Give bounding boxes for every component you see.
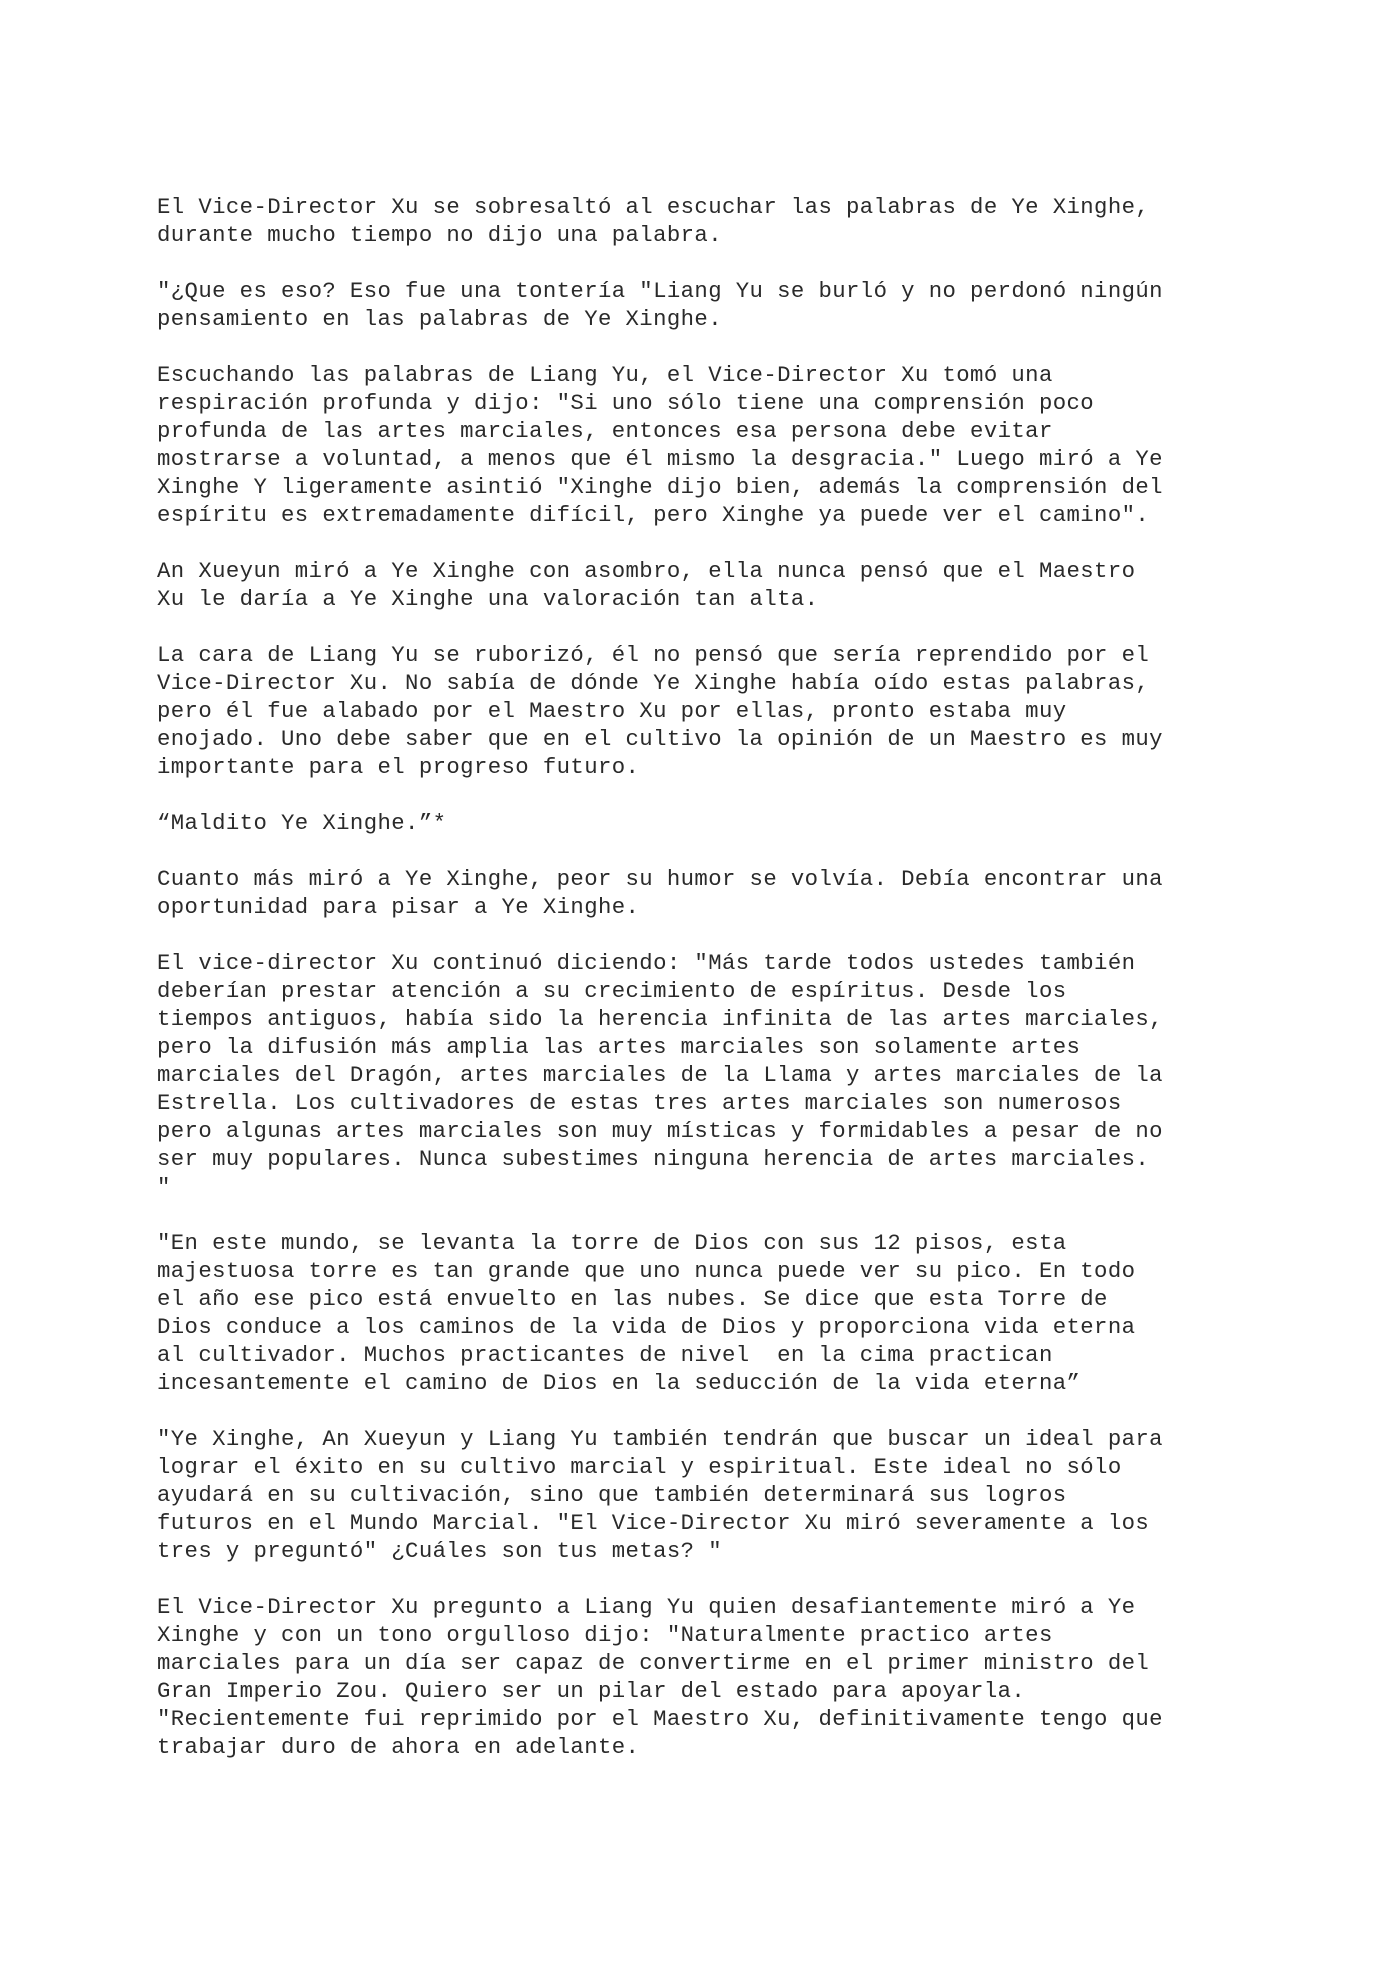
- text-line: La cara de Liang Yu se ruborizó, él no pensó que sería reprendido por el: [157, 642, 1150, 668]
- text-line: marciales para un día ser capaz de convertirme en el primer ministro del: [157, 1650, 1150, 1676]
- text-line: pero la difusión más amplia las artes marciales son solamente artes: [157, 1034, 1081, 1060]
- text-line: El Vice-Director Xu pregunto a Liang Yu quien desafiantemente miró a Ye: [157, 1594, 1136, 1620]
- text-line: pensamiento en las palabras de Ye Xinghe.: [157, 306, 722, 332]
- text-line: "Ye Xinghe, An Xueyun y Liang Yu también tendrán que buscar un ideal para: [157, 1426, 1163, 1452]
- text-line: "En este mundo, se levanta la torre de Dios con sus 12 pisos, esta: [157, 1230, 1067, 1256]
- text-line: Cuanto más miró a Ye Xinghe, peor su humor se volvía. Debía encontrar una: [157, 866, 1163, 892]
- text-line: marciales del Dragón, artes marciales de la Llama y artes marciales de la: [157, 1062, 1163, 1088]
- paragraph: [157, 277, 1247, 333]
- text-line: incesantemente el camino de Dios en la seducción de la vida eterna”: [157, 1370, 1081, 1396]
- text-line: Gran Imperio Zou. Quiero ser un pilar del estado para apoyarla.: [157, 1678, 1026, 1704]
- text-line: enojado. Uno debe saber que en el cultivo la opinión de un Maestro es muy: [157, 726, 1163, 752]
- text-line: majestuosa torre es tan grande que uno nunca puede ver su pico. En todo: [157, 1258, 1136, 1284]
- text-line: oportunidad para pisar a Ye Xinghe.: [157, 894, 640, 920]
- paragraph: [157, 949, 1247, 1201]
- text-line: trabajar duro de ahora en adelante.: [157, 1734, 640, 1760]
- text-line: pero algunas artes marciales son muy místicas y formidables a pesar de no: [157, 1118, 1163, 1144]
- text-line: Vice-Director Xu. No sabía de dónde Ye Xinghe había oído estas palabras,: [157, 670, 1150, 696]
- text-line: respiración profunda y dijo: "Si uno sólo tiene una comprensión poco: [157, 390, 1095, 416]
- text-line: "¿Que es eso? Eso fue una tontería "Liang Yu se burló y no perdonó ningún: [157, 278, 1163, 304]
- text-line: deberían prestar atención a su crecimiento de espíritus. Desde los: [157, 978, 1067, 1004]
- text-line: El vice-director Xu continuó diciendo: "Más tarde todos ustedes también: [157, 950, 1136, 976]
- text-line: Dios conduce a los caminos de la vida de Dios y proporciona vida eterna: [157, 1314, 1136, 1340]
- paragraph: [157, 1425, 1247, 1565]
- text-line: el año ese pico está envuelto en las nubes. Se dice que esta Torre de: [157, 1286, 1108, 1312]
- text-line: ser muy populares. Nunca subestimes ninguna herencia de artes marciales.: [157, 1146, 1150, 1172]
- text-line: An Xueyun miró a Ye Xinghe con asombro, ella nunca pensó que el Maestro: [157, 558, 1136, 584]
- paragraph: [157, 809, 1247, 837]
- text-line: futuros en el Mundo Marcial. "El Vice-Director Xu miró severamente a los: [157, 1510, 1150, 1536]
- paragraph: [157, 557, 1247, 613]
- text-line: al cultivador. Muchos practicantes de nivel en la cima practican: [157, 1342, 1053, 1368]
- text-line: El Vice-Director Xu se sobresaltó al escuchar las palabras de Ye Xinghe,: [157, 194, 1150, 220]
- text-line: ayudará en su cultivación, sino que también determinará sus logros: [157, 1482, 1067, 1508]
- paragraph: [157, 865, 1247, 921]
- text-line: Xu le daría a Ye Xinghe una valoración tan alta.: [157, 586, 819, 612]
- text-line: Xinghe Y ligeramente asintió "Xinghe dijo bien, además la comprensión del: [157, 474, 1163, 500]
- paragraph: [157, 1593, 1247, 1761]
- paragraph: [157, 641, 1247, 781]
- paragraph: [157, 1229, 1247, 1397]
- text-line: Escuchando las palabras de Liang Yu, el Vice-Director Xu tomó una: [157, 362, 1053, 388]
- text-line: "Recientemente fui reprimido por el Maestro Xu, definitivamente tengo que: [157, 1706, 1163, 1732]
- text-line: lograr el éxito en su cultivo marcial y espiritual. Este ideal no sólo: [157, 1454, 1122, 1480]
- text-line: Xinghe y con un tono orgulloso dijo: "Naturalmente practico artes: [157, 1622, 1053, 1648]
- text-line: importante para el progreso futuro.: [157, 754, 640, 780]
- text-line: tres y preguntó" ¿Cuáles son tus metas? ": [157, 1538, 722, 1564]
- text-line: Estrella. Los cultivadores de estas tres artes marciales son numerosos: [157, 1090, 1122, 1116]
- text-line: pero él fue alabado por el Maestro Xu por ellas, pronto estaba muy: [157, 698, 1067, 724]
- text-line: durante mucho tiempo no dijo una palabra.: [157, 222, 722, 248]
- text-line: mostrarse a voluntad, a menos que él mismo la desgracia." Luego miró a Ye: [157, 446, 1163, 472]
- text-line: tiempos antiguos, había sido la herencia infinita de las artes marciales,: [157, 1006, 1163, 1032]
- text-line: espíritu es extremadamente difícil, pero Xinghe ya puede ver el camino".: [157, 502, 1150, 528]
- paragraph: [157, 193, 1247, 249]
- document-body: [157, 193, 1247, 1789]
- text-line: profunda de las artes marciales, entonces esa persona debe evitar: [157, 418, 1053, 444]
- text-line: “Maldito Ye Xinghe.”*: [157, 810, 447, 836]
- text-line: ": [157, 1174, 171, 1200]
- paragraph: [157, 361, 1247, 529]
